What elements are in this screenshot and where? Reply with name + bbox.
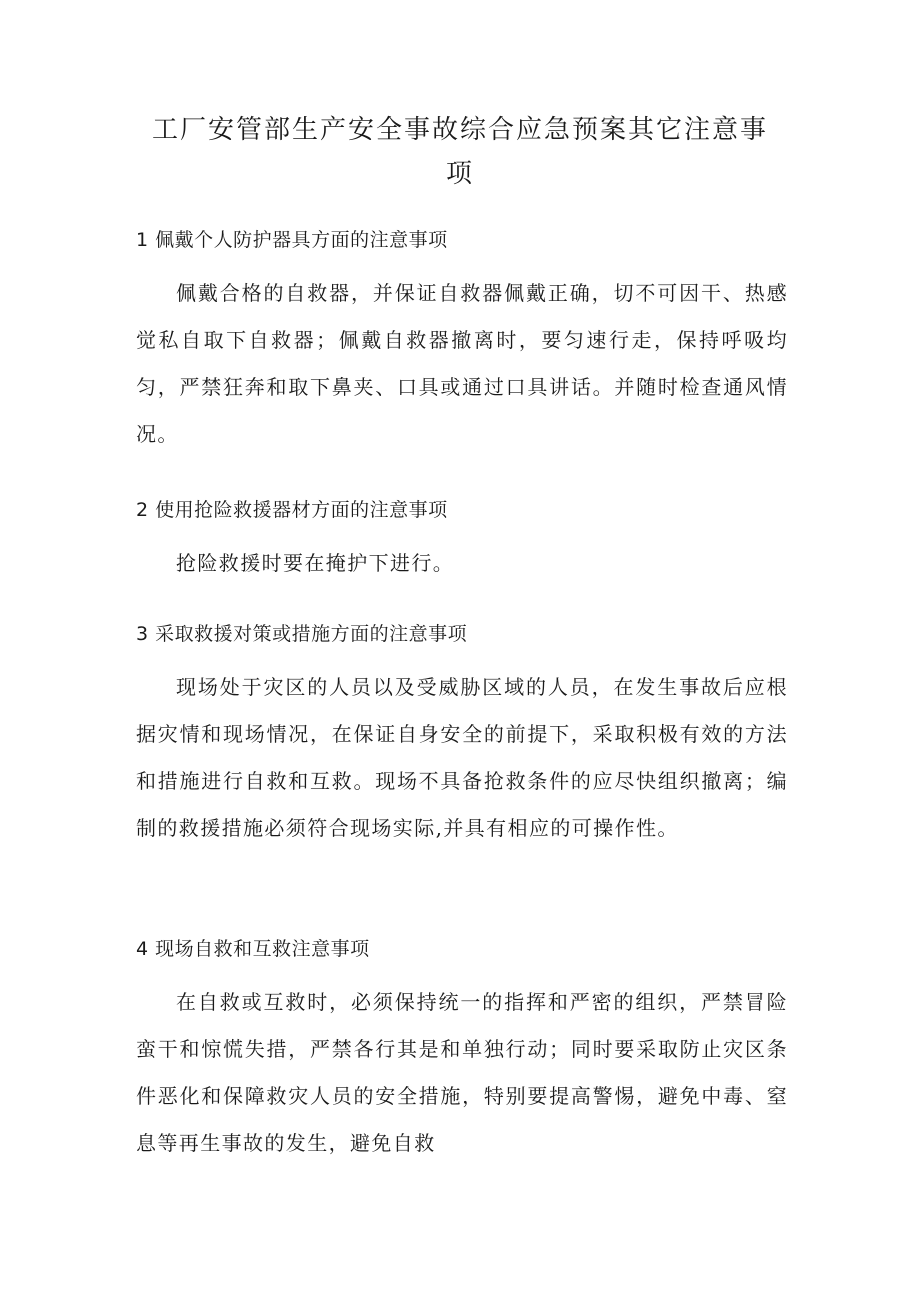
document-title: 工厂安管部生产安全事故综合应急预案其它注意事项 bbox=[151, 115, 768, 189]
section-paragraph: 佩戴合格的自救器，并保证自救器佩戴正确，切不可因干、热感觉私自取下自救器；佩戴自救器撤离时，要匀速行走，保持呼吸均匀，严禁狂奔和取下鼻夹、口具或通过口具讲话。并随时检查通风情况。 bbox=[136, 281, 788, 446]
section-heading: 1 佩戴个人防护器具方面的注意事项 bbox=[136, 229, 448, 251]
section-rescue-equipment bbox=[136, 496, 788, 587]
section-protective-equipment bbox=[136, 226, 788, 458]
section-heading: 3 采取救援对策或措施方面的注意事项 bbox=[136, 623, 468, 645]
section-paragraph: 现场处于灾区的人员以及受威胁区域的人员，在发生事故后应根据灾情和现场情况，在保证自身安全的前提下，采取积极有效的方法和措施进行自救和互救。现场不具备抢救条件的应尽快组织撤离；编制的救援措施必须符合现场实际,并具有相应的可操作性。 bbox=[136, 675, 788, 840]
section-heading: 4 现场自救和互救注意事项 bbox=[136, 938, 370, 960]
section-paragraph: 在自救或互救时，必须保持统一的指挥和严密的组织，严禁冒险蛮干和惊慌失措，严禁各行其是和单独行动；同时要采取防止灾区条件恶化和保障救灾人员的安全措施，特别要提高警惕，避免中毒、窒息等再生事故的发生，避免自救 bbox=[136, 990, 788, 1155]
section-heading: 2 使用抢险救援器材方面的注意事项 bbox=[136, 499, 448, 521]
section-paragraph: 抢险救援时要在掩护下进行。 bbox=[176, 551, 455, 575]
section-rescue-measures bbox=[136, 620, 788, 852]
section-self-rescue bbox=[136, 935, 788, 1167]
